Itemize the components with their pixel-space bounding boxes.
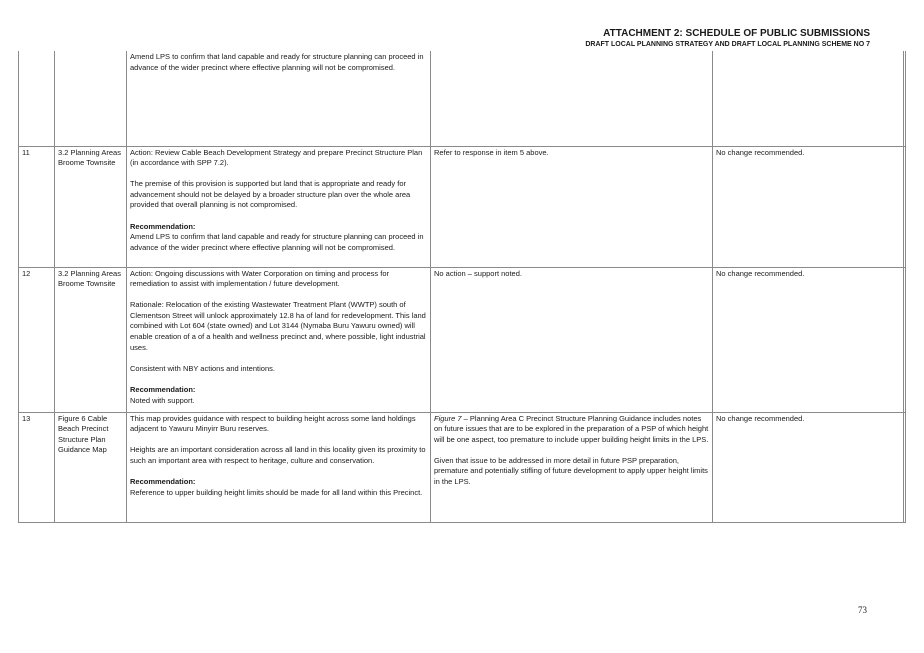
cell-section: 3.2 Planning Areas Broome Townsite [55,267,127,412]
cell-submission [127,146,431,267]
cell-section: 3.2 Planning Areas Broome Townsite [55,146,127,267]
cell-recommendation: No change recommended. [713,267,904,412]
cell-recommendation [713,51,904,146]
cell-submission [127,412,431,522]
cell-section [55,51,127,146]
document-subtitle: DRAFT LOCAL PLANNING STRATEGY AND DRAFT LOCAL PLANNING SCHEME NO 7 [585,41,870,48]
submissions-table [18,51,906,523]
submission-text: The premise of this provision is supported but land that is appropriate and ready for advancement should not be delayed by a broader structure plan over the whole area provided that overall planning is not compromised. [130,179,411,210]
recommendation-label: Recommendation: [130,221,196,231]
page-number: 73 [858,605,867,615]
cell-recommendation: No change recommended. [713,146,904,267]
cell-submission [127,51,431,146]
submission-text: This map provides guidance with respect to building height across some land holdings adjacent to Yawuru Minyirr Buru reserves. [130,413,416,434]
document-title: ATTACHMENT 2: SCHEDULE OF PUBLIC SUBMISSIONS [603,28,870,39]
cell-submission [127,267,431,412]
recommendation-label: Recommendation: [130,385,196,395]
figure-reference: Figure 7 [434,413,462,423]
submission-action: Action: Review Cable Beach Development Strategy and prepare Precinct Structure Plan (in accordance with SPP 7.2). [130,147,423,168]
response-text [434,414,709,446]
recommendation-text: Noted with support. [130,395,195,405]
cell-response: No action – support noted. [431,267,713,412]
submission-rationale: Rationale: Relocation of the existing Wastewater Treatment Plant (WWTP) south of Clementson Street will unlock approximately 12.8 ha of land for redevelopment. This land combined with Lot 604 (state owned) and Lot 3144 (Nymaba Buru Yawuru owned) will enable creation of a of a health and wellness precinct and, where possible, light industrial uses. [130,300,426,352]
recommendation-label: Recommendation: [130,477,196,487]
cell-no: 13 [19,412,55,522]
table-row [19,267,906,412]
response-text: Given that issue to be addressed in more detail in future PSP preparation, premature and potentially stifling of future development to apply upper height limits in the LPS. [434,455,708,487]
cell-response [431,412,713,522]
table-row [19,146,906,267]
submission-text: Amend LPS to confirm that land capable and ready for structure planning can proceed in advance of the wider precinct where effective planning will not be compromised. [130,52,424,72]
submission-action: Action: Ongoing discussions with Water Corporation on timing and process for remediation to assist with implementation / future development. [130,268,390,289]
cell-no [19,51,55,146]
cell-recommendation: No change recommended. [713,412,904,522]
recommendation-text: Amend LPS to confirm that land capable and ready for structure planning can proceed in advance of the wider precinct where effective planning will not be compromised. [130,232,424,252]
cell-no: 11 [19,146,55,267]
submission-text: Consistent with NBY actions and intentions. [130,363,275,373]
cell-response [431,51,713,146]
recommendation-text: Reference to upper building height limits should be made for all land within this Precinct. [130,487,423,497]
cell-section: Figure 6 Cable Beach Precinct Structure Plan Guidance Map [55,412,127,522]
cell-response: Refer to response in item 5 above. [431,146,713,267]
response-body: – Planning Area C Precinct Structure Planning Guidance includes notes on future issues that are to be explored in the preparation of a PSP of which height will be one aspect, too premature to include upper building height limits in the LPS. [434,413,709,444]
cell-no: 12 [19,267,55,412]
table-row [19,51,906,146]
table-row [19,412,906,522]
submission-text: Heights are an important consideration across all land in this locality given its proximity to such an important area with respect to heritage, culture and conservation. [130,445,426,465]
